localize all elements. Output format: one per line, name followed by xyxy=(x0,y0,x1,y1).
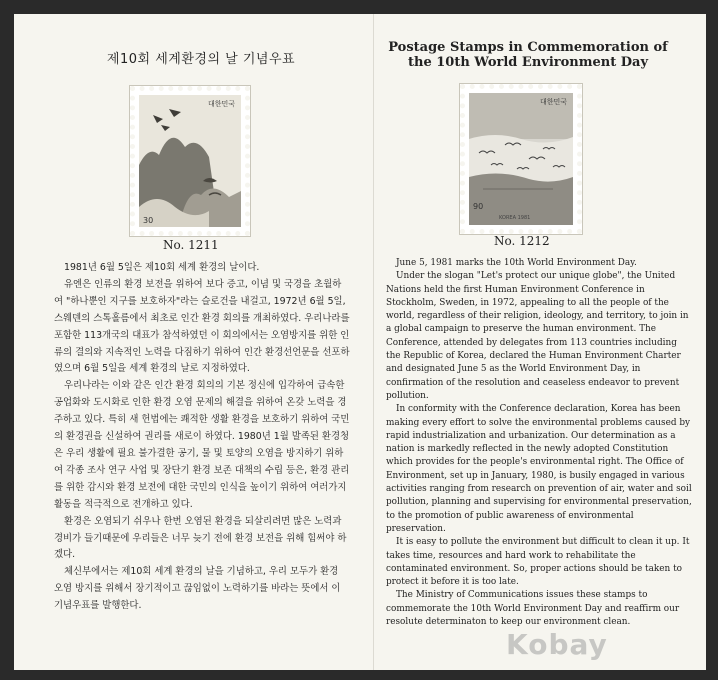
stamp-1211-value: 30 xyxy=(143,216,154,225)
english-paragraph: June 5, 1981 marks the 10th World Environment Day. xyxy=(396,258,637,268)
english-paragraph: Under the slogan "Let's protect our unique globe", the United Nations held the first Human Environment Conference in Stockholm, Sweden, in 1972, appealing to all the people of the world, regardless of their religion, ideology, and territory, to join in a global campaign to preserve the human environment. The Conference, attended by delegates from 113 countries including the Republic of Korea, declared the Human Environment Charter and designated June 5 as the World Environment Day, in confirmation of the resolution and ceaseless endeavor to prevent pollution. xyxy=(386,271,689,401)
korean-title: 제10회 세계환경의 날 기념우표 xyxy=(106,52,296,67)
stamp-1211-number: No. 1211 xyxy=(163,238,219,252)
english-description xyxy=(386,257,692,629)
english-title-line2: the 10th World Environment Day xyxy=(407,55,649,70)
stamp-1212-value: 90 xyxy=(473,202,484,211)
stamp-1212 xyxy=(460,84,582,234)
stamp-1211-art xyxy=(139,95,241,227)
korean-paragraph: 체신부에서는 제10회 세계 환경의 날을 기념하고, 우리 모두가 환경 오염 방지를 위해서 장기적이고 끊임없이 노력하기를 바라는 뜻에서 이 기념우표를 발행한다. xyxy=(54,566,341,612)
stamp-1212-number: No. 1212 xyxy=(494,234,550,248)
english-paragraph: In conformity with the Conference declaration, Korea has been making every effort to solve the environmental problems caused by rapid industrialization and urbanization. Our determination as a nation is markedly reflected in the newly adopted Constitution which provides for the people's environmental right. The Office of Environment, set up in January, 1980, is busily engaged in various activities ranging from research on prevention of air, water and soil pollution, planning and supervising for environmental preservation, to the promotion of public awareness of environmental preservation. xyxy=(386,404,692,534)
korean-paragraph: 1981년 6월 5일은 제10회 세계 환경의 날이다. xyxy=(64,262,260,273)
korean-paragraph: 환경은 오염되기 쉬우나 한번 오염된 환경을 되살리려면 많은 노력과 경비가 들기때문에 우리들은 너무 늦기 전에 환경 보전을 위해 힘써야 하겠다. xyxy=(54,515,347,561)
english-paragraph: The Ministry of Communications issues these stamps to commemorate the 10th World Environment Day and reaffirm our resolute determinaton to keep our environment clean. xyxy=(386,590,680,628)
stamp-1212-art xyxy=(469,93,573,225)
english-paragraph: It is easy to pollute the environment but difficult to clean it up. It takes time, resources and hard work to rehabilitate the contaminated environment. So, proper actions should be taken to protect it before it is too late. xyxy=(386,537,690,588)
watermark-text: Kobay xyxy=(506,628,608,661)
stamp-1211 xyxy=(130,86,250,236)
stamp-1212-country: 대한민국 xyxy=(539,98,567,106)
english-title-line1: Postage Stamps in Commemoration of xyxy=(388,40,668,55)
korean-paragraph: 우리나라는 이와 같은 인간 환경 회의의 기본 정신에 입각하여 급속한 공업화와 도시화로 인한 환경 오염 문제의 해결을 위하여 온갖 노력을 경주하고 있다. 특히 새 헌법에는 쾌적한 생활 환경을 보호하기 위하여 국민의 환경권을 신설하여 권리를 새로이 하였다. 1980년 1월 발족된 환경청은 우리 생활에 필요 불가결한 공기, 물 및 토양의 오염을 방지하기 위하여 각종 조사 연구 사업 및 장단기 환경 보존 대책의 수립 등은, 환경 관리를 위한 감시와 환경 보전에 대한 국민의 인식을 높이기 위하여 여러가지 활동을 적극적으로 전개하고 있다. xyxy=(54,380,350,510)
korean-description xyxy=(54,260,350,615)
crane-mountain-illustration xyxy=(139,95,241,227)
stamp-1211-country: 대한민국 xyxy=(207,100,235,108)
korean-paragraph: 유엔은 인류의 환경 보전을 위하여 보다 증고, 이념 및 국경을 초월하여 "하나뿐인 지구를 보호하자"라는 슬로건을 내걸고, 1972년 6월 5일, 스웨덴의 스톡홀름에서 최초로 인간 환경 회의를 개최하였다. 우리나라를 포함한 113개국의 대표가 참석하였던 이 회의에서는 오염방지를 위한 인류의 결의와 지속적인 노력을 다짐하기 위하여 인간 환경선언문을 선포하였으며 6월 5일을 세계 환경의 날로 지정하였다. xyxy=(54,278,350,375)
english-title xyxy=(378,40,678,70)
fold-line xyxy=(373,14,374,670)
seagulls-sea-illustration xyxy=(469,93,573,225)
stamp-1212-caption: KOREA 1981 xyxy=(499,215,531,221)
